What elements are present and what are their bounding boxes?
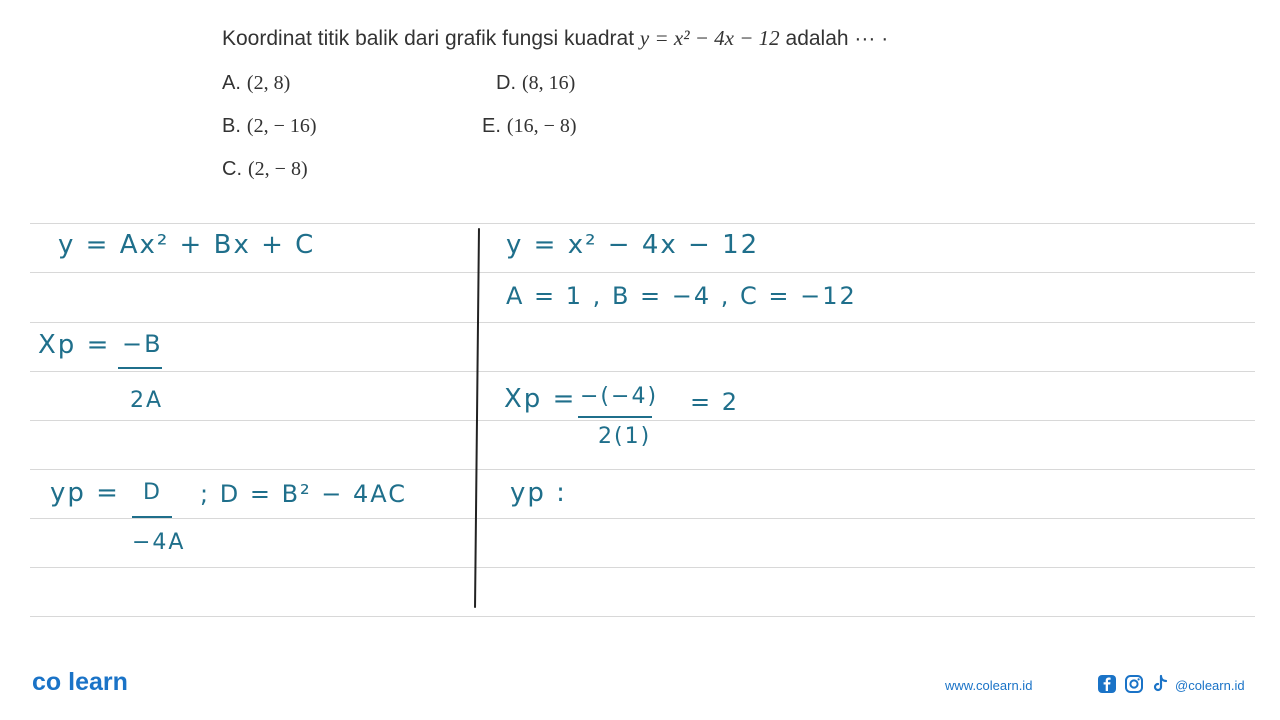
option-d[interactable]	[496, 72, 575, 95]
brand-text: co learn	[32, 668, 128, 696]
yp-formula-label: yp =	[50, 478, 120, 508]
question-suffix: adalah ··· ·	[785, 27, 889, 50]
option-value: (16, − 8)	[506, 115, 577, 137]
instagram-icon[interactable]	[1124, 674, 1144, 694]
ruled-line	[30, 371, 1255, 372]
ruled-line	[30, 469, 1255, 470]
column-divider	[474, 228, 480, 608]
option-value: (2, 8)	[246, 72, 291, 94]
fraction-bar	[578, 416, 652, 418]
option-e[interactable]	[482, 115, 577, 138]
tiktok-icon[interactable]	[1150, 674, 1170, 694]
ruled-line	[30, 518, 1255, 519]
fraction-bar	[132, 516, 172, 518]
question-text	[222, 26, 888, 51]
website-link[interactable]: www.colearn.id	[945, 678, 1033, 693]
yp-formula-numerator: D	[143, 480, 162, 505]
xp-calc-numerator: −(−4)	[580, 384, 659, 409]
ruled-line	[30, 567, 1255, 568]
option-letter: E.	[482, 115, 501, 137]
ruled-line	[30, 616, 1255, 617]
colearn-logo	[32, 668, 128, 697]
xp-calc-result: = 2	[690, 388, 740, 416]
fraction-bar	[118, 367, 162, 369]
xp-formula-label: Xp =	[38, 330, 111, 360]
option-value: (2, − 8)	[248, 158, 308, 180]
option-letter: B.	[222, 115, 241, 137]
option-value: (8, 16)	[522, 72, 576, 94]
option-value: (2, − 16)	[246, 115, 317, 137]
discriminant-formula: ; D = B² − 4AC	[200, 480, 408, 508]
option-c[interactable]	[222, 158, 308, 181]
social-handle[interactable]: @colearn.id	[1175, 678, 1245, 693]
xp-calc-label: Xp =	[504, 384, 577, 414]
xp-formula-numerator: −B	[122, 330, 163, 358]
ruled-line	[30, 322, 1255, 323]
facebook-icon[interactable]	[1097, 674, 1117, 694]
coefficients: A = 1 , B = −4 , C = −12	[506, 282, 857, 310]
option-letter: A.	[222, 72, 241, 94]
ruled-line	[30, 420, 1255, 421]
given-equation: y = x² − 4x − 12	[506, 230, 760, 260]
question-equation: y = x² − 4x − 12	[639, 26, 780, 50]
ruled-line	[30, 223, 1255, 224]
general-form: y = Ax² + Bx + C	[58, 230, 316, 260]
option-letter: D.	[496, 72, 516, 94]
yp-formula-denominator: −4A	[132, 530, 186, 555]
option-letter: C.	[222, 158, 242, 180]
xp-formula-denominator: 2A	[130, 388, 164, 413]
question-prompt: Koordinat titik balik dari grafik fungsi kuadrat	[222, 27, 635, 50]
option-a[interactable]	[222, 72, 290, 95]
yp-calc-label: yp :	[510, 478, 567, 508]
ruled-line	[30, 272, 1255, 273]
xp-calc-denominator: 2(1)	[598, 424, 652, 449]
option-b[interactable]	[222, 115, 317, 138]
